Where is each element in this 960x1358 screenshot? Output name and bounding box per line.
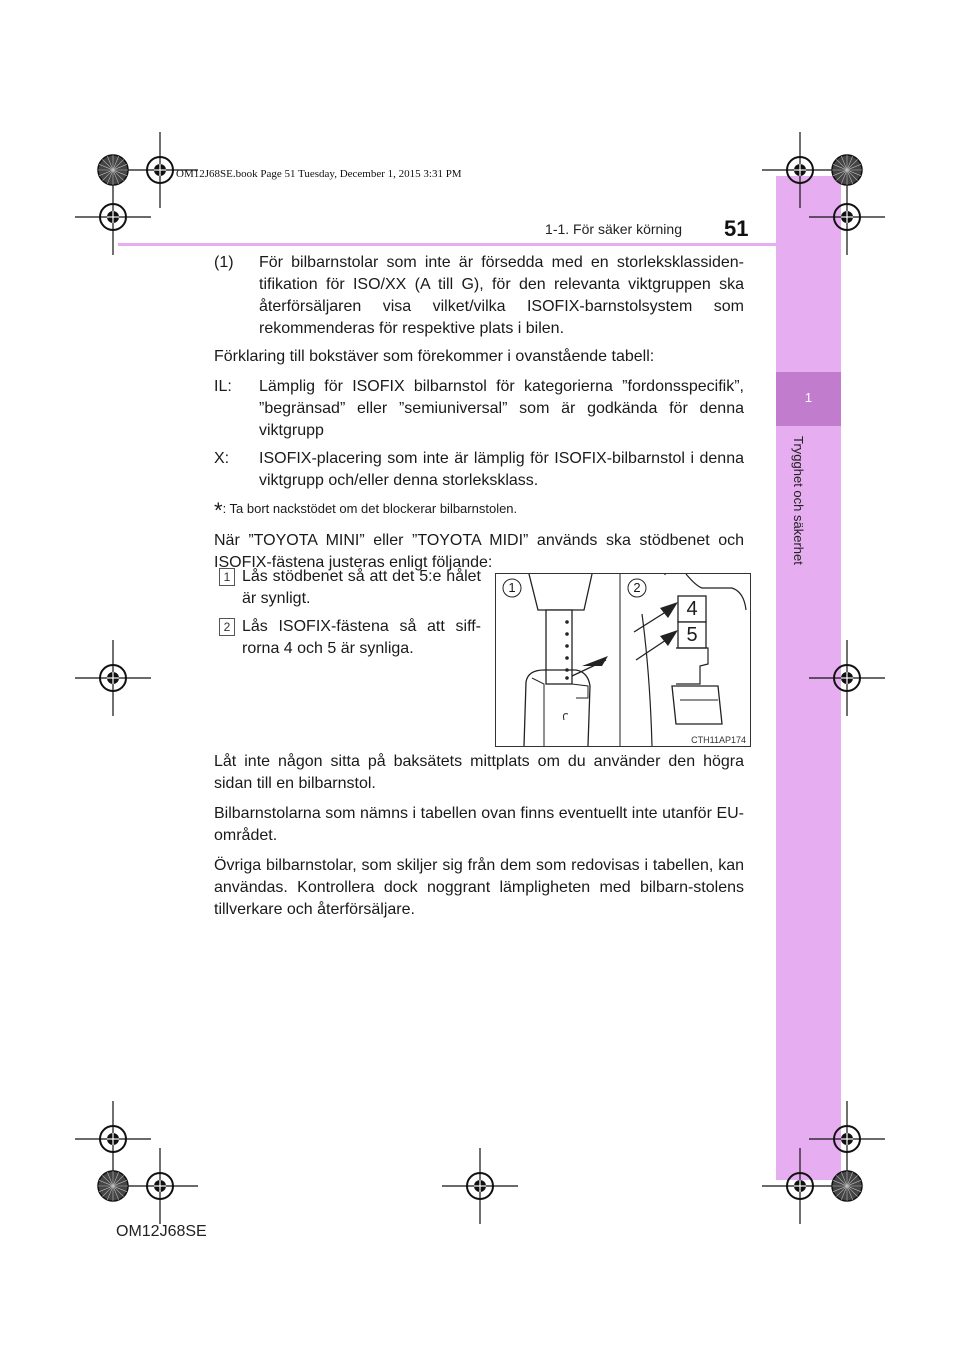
item-il-label: IL:: [214, 378, 232, 395]
digit-5-label: 5: [686, 624, 698, 646]
footnote: [214, 498, 744, 522]
manual-code: OM12J68SE: [116, 1223, 207, 1240]
item-x-text: ISOFIX-placering som inte är lämplig för ISOFIX-bilbarnstol i denna viktgrupp och/eller denna storleksklass.: [259, 450, 744, 489]
other-child-seats-note: Övriga bilbarnstolar, som skiljer sig från dem som redovisas i tabellen, kan användas. Kontrollera dock noggrant lämpligheten med bilbarn-stolens tillverkare och återförsäljare.: [214, 857, 744, 918]
callout-1: 1: [508, 580, 516, 595]
step-1-number: 1: [219, 568, 235, 586]
callout-2: 2: [633, 580, 641, 595]
step-2-text: Lås ISOFIX-fästena så att siff-rorna 4 och 5 är synliga.: [242, 618, 481, 657]
chapter-label: Trygghet och säkerhet: [791, 436, 806, 565]
item-1-label: (1): [214, 254, 234, 271]
footnote-text: : Ta bort nackstödet om det blockerar bilbarnstolen.: [222, 501, 518, 516]
item-il-text: Lämplig för ISOFIX bilbarnstol för kategorierna ”fordonsspecifik”, ”begränsad” eller ”semiuniversal” som är godkända för denna viktgrupp: [259, 378, 744, 439]
chapter-number: 1: [804, 390, 813, 405]
item-1: [214, 252, 744, 340]
item-x: [214, 448, 744, 492]
step-1-text: Lås stödbenet så att det 5:e hålet är synligt.: [242, 568, 481, 607]
isofix-illustration: [495, 573, 751, 747]
main-content: [214, 252, 744, 582]
step-2: [219, 616, 481, 660]
eu-availability-note: Bilbarnstolarna som nämns i tabellen ovan finns eventuellt inte utanför EU-området.: [214, 805, 744, 844]
item-il: [214, 376, 744, 442]
middle-seat-warning: Låt inte någon sitta på baksätets mittplats om du använder den högra sidan till en bilbarnstol.: [214, 753, 744, 792]
section-title: 1-1. För säker körning: [545, 221, 682, 237]
step-1: [219, 566, 481, 610]
closing-content: [214, 751, 744, 929]
footnote-mark: *: [214, 498, 223, 523]
illustration-drawing: [496, 574, 750, 746]
digit-4-label: 4: [686, 598, 698, 620]
figure-code: CTH11AP174: [691, 735, 746, 745]
page-number: 51: [724, 216, 749, 241]
book-info-line: OM12J68SE.book Page 51 Tuesday, December 1, 2015 3:31 PM: [176, 168, 462, 180]
explanation-intro: Förklaring till bokstäver som förekommer i ovanstående tabell:: [214, 348, 655, 365]
adjustment-intro: När ”TOYOTA MINI” eller ”TOYOTA MIDI” används ska stödbenet och ISOFIX-fästena justeras enligt följande:: [214, 532, 744, 571]
header-rule: [118, 243, 776, 246]
item-x-label: X:: [214, 450, 230, 467]
item-1-text: För bilbarnstolar som inte är försedda med en storleksklassiden-tifikation för ISO/XX (A till G), för den relevanta viktgruppen ska återförsäljaren visa vilket/vilka ISOFIX-barnstolsystem som rekommenderas för respektive plats i bilen.: [259, 254, 744, 337]
step-2-number: 2: [219, 618, 235, 636]
